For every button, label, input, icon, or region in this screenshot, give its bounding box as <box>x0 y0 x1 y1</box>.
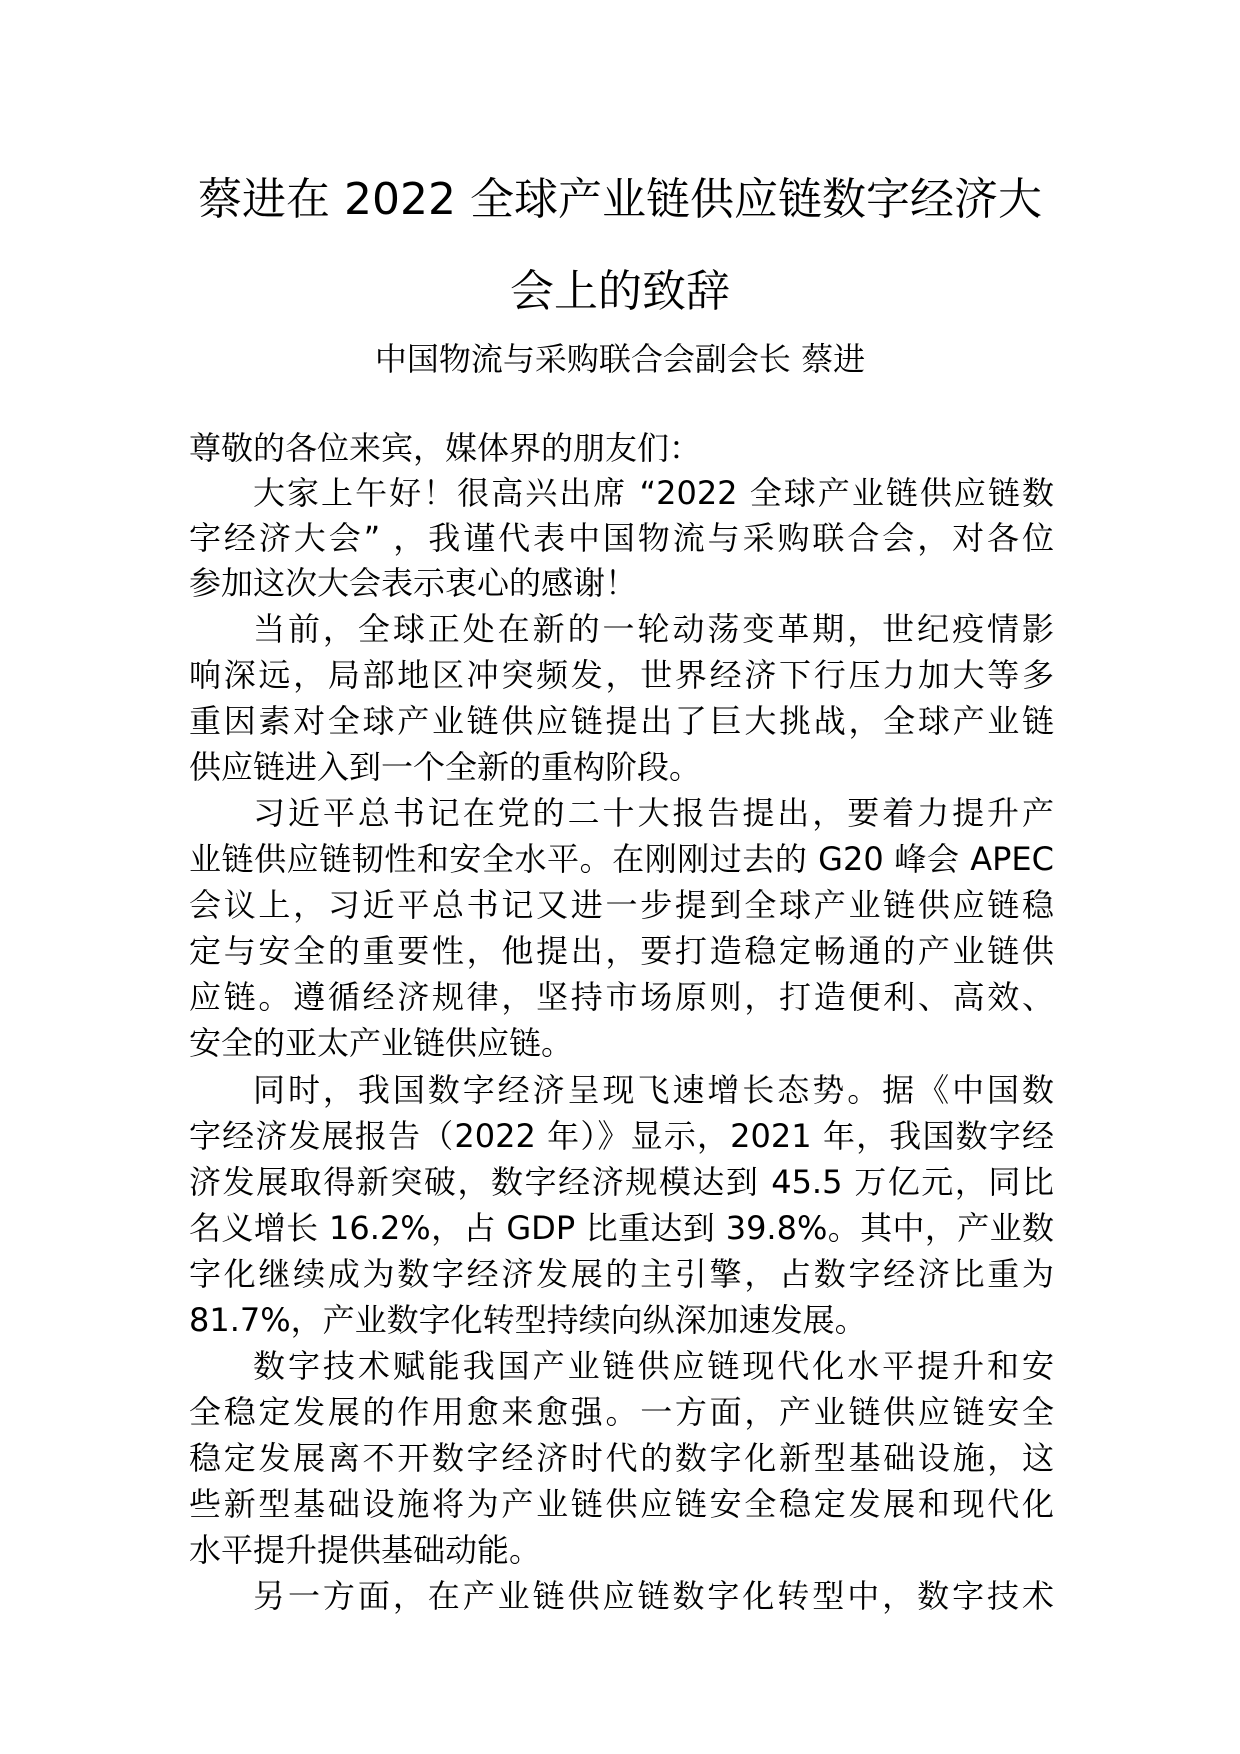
document-subtitle: 中国物流与采购联合会副会长 蔡进 <box>374 340 866 378</box>
body-line: 会议上，习近平总书记又进一步提到全球产业链供应链稳 <box>189 886 1054 924</box>
body-line: 81.7%，产业数字化转型持续向纵深加速发展。 <box>189 1301 867 1339</box>
body-line: 当前，全球正处在新的一轮动荡变革期，世纪疫情影 <box>253 610 1054 648</box>
body-line: 稳定发展离不开数字经济时代的数字化新型基础设施，这 <box>189 1439 1054 1477</box>
body-line: 字经济发展报告（2022 年）》显示，2021 年，我国数字经 <box>189 1117 1054 1155</box>
body-line: 重因素对全球产业链供应链提出了巨大挑战，全球产业链 <box>189 702 1054 740</box>
body-line: 水平提升提供基础动能。 <box>189 1531 542 1569</box>
body-line: 业链供应链韧性和安全水平。在刚刚过去的 G20 峰会 APEC <box>189 840 1054 878</box>
body-line: 安全的亚太产业链供应链。 <box>189 1024 574 1062</box>
body-line: 响深远，局部地区冲突频发，世界经济下行压力加大等多 <box>189 656 1054 694</box>
body-line: 同时，我国数字经济呈现飞速增长态势。据《中国数 <box>253 1071 1054 1109</box>
body-line: 另一方面，在产业链供应链数字化转型中，数字技术 <box>253 1577 1054 1615</box>
body-line: 字经济大会” ，我谨代表中国物流与采购联合会，对各位 <box>189 519 1054 557</box>
document-title-line-1: 蔡进在 2022 全球产业链供应链数字经济大 <box>198 174 1042 225</box>
body-line: 习近平总书记在党的二十大报告提出，要着力提升产 <box>253 794 1054 832</box>
document-title-line-2: 会上的致辞 <box>510 266 730 317</box>
body-line: 供应链进入到一个全新的重构阶段。 <box>189 748 702 786</box>
body-line: 些新型基础设施将为产业链供应链安全稳定发展和现代化 <box>189 1485 1054 1523</box>
body-line: 字化继续成为数字经济发展的主引擎，占数字经济比重为 <box>189 1255 1054 1293</box>
body-line: 应链。遵循经济规律，坚持市场原则，打造便利、高效、 <box>189 978 1054 1016</box>
body-line: 参加这次大会表示衷心的感谢！ <box>189 564 638 602</box>
body-line: 大家上午好！很高兴出席 “2022 全球产业链供应链数 <box>253 474 1054 512</box>
body-line: 数字技术赋能我国产业链供应链现代化水平提升和安 <box>253 1347 1054 1385</box>
body-line: 尊敬的各位来宾，媒体界的朋友们： <box>189 429 702 467</box>
body-line: 济发展取得新突破，数字经济规模达到 45.5 万亿元，同比 <box>189 1163 1054 1201</box>
body-line: 全稳定发展的作用愈来愈强。一方面，产业链供应链安全 <box>189 1393 1054 1431</box>
body-line: 名义增长 16.2%，占 GDP 比重达到 39.8%。其中，产业数 <box>189 1209 1054 1247</box>
body-line: 定与安全的重要性，他提出，要打造稳定畅通的产业链供 <box>189 932 1054 970</box>
